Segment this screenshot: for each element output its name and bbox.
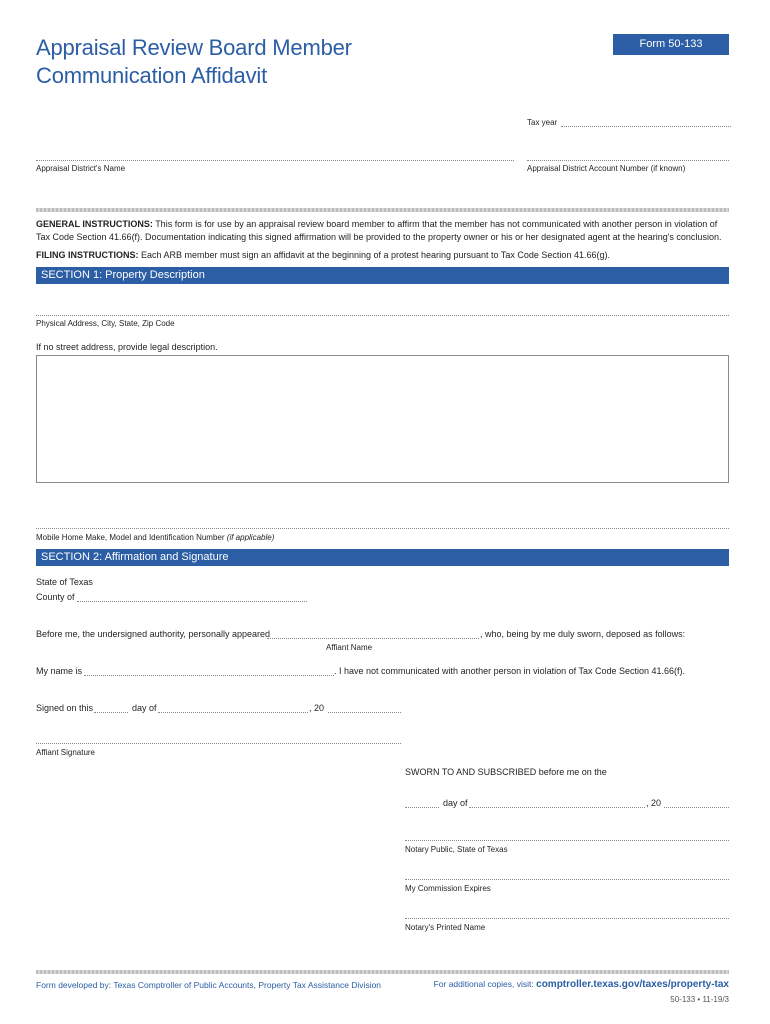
general-instructions-text: This form is for use by an appraisal review board member to affirm that the member has not communicated with another person in violation of Tax Code Section 41.66(f). Documentation indicating this signed affirmation will be provided to the property owner or his or her designated agent at the hearing's conclusion. bbox=[36, 219, 722, 242]
before-me-text: Before me, the undersigned authority, personally appeared bbox=[36, 629, 270, 639]
state-of-texas: State of Texas bbox=[36, 577, 93, 587]
footer-copies bbox=[434, 979, 729, 990]
filing-instructions-text: Each ARB member must sign an affidavit at the beginning of a protest hearing pursuant to Tax Code Section 41.66(g). bbox=[141, 250, 610, 260]
footer-developed-by: Form developed by: Texas Comptroller of Public Accounts, Property Tax Assistance Division bbox=[36, 980, 382, 990]
footer-divider bbox=[36, 970, 729, 974]
mobile-home-label-text: Mobile Home Make, Model and Identification Number bbox=[36, 533, 225, 542]
footer-revision: 50-133 • 11-19/3 bbox=[670, 995, 729, 1004]
affiant-signature-label: Affiant Signature bbox=[36, 748, 96, 757]
legal-description-label: If no street address, provide legal description. bbox=[36, 342, 218, 352]
notary-printed-name-label: Notary's Printed Name bbox=[405, 923, 486, 932]
tax-year-field[interactable] bbox=[561, 126, 731, 127]
signed-day-of-text: day of bbox=[132, 703, 157, 713]
footer-copies-prefix: For additional copies, visit: bbox=[433, 979, 534, 989]
notary-public-field[interactable] bbox=[405, 840, 729, 841]
title-line-2: Communication Affidavit bbox=[36, 63, 267, 88]
divider bbox=[36, 208, 729, 212]
notary-year-field[interactable] bbox=[664, 807, 729, 808]
form-title bbox=[36, 34, 352, 90]
signed-day-field[interactable] bbox=[94, 712, 128, 713]
my-name-field[interactable] bbox=[84, 675, 334, 676]
signed-on-this-text: Signed on this bbox=[36, 703, 94, 713]
tax-year-label: Tax year bbox=[527, 118, 558, 127]
affiant-name-field[interactable] bbox=[267, 638, 479, 639]
general-instructions-heading: GENERAL INSTRUCTIONS: bbox=[36, 219, 153, 229]
signed-year-field[interactable] bbox=[328, 712, 401, 713]
form-number-badge: Form 50-133 bbox=[613, 34, 729, 55]
account-number-label: Appraisal District Account Number (if known) bbox=[527, 164, 686, 173]
mobile-home-note: (if applicable) bbox=[226, 533, 275, 542]
notary-day-of-text: day of bbox=[443, 798, 468, 808]
district-name-field[interactable] bbox=[36, 160, 514, 161]
county-label: County of bbox=[36, 592, 75, 602]
commission-expires-label: My Commission Expires bbox=[405, 884, 491, 893]
notary-public-label: Notary Public, State of Texas bbox=[405, 845, 508, 854]
account-number-field[interactable] bbox=[527, 160, 729, 161]
notary-twenty-text: , 20 bbox=[646, 798, 662, 808]
my-name-is-text: My name is bbox=[36, 666, 83, 676]
signed-month-field[interactable] bbox=[158, 712, 308, 713]
footer-copies-link[interactable]: comptroller.texas.gov/taxes/property-tax bbox=[536, 979, 729, 990]
sworn-subscribed-text: SWORN TO AND SUBSCRIBED before me on the bbox=[405, 767, 607, 777]
county-field[interactable] bbox=[77, 601, 307, 602]
affiant-name-label: Affiant Name bbox=[326, 643, 373, 652]
not-communicated-text: . I have not communicated with another person in violation of Tax Code Section 41.66(f). bbox=[334, 666, 686, 676]
mobile-home-label bbox=[36, 533, 274, 542]
title-line-1: Appraisal Review Board Member bbox=[36, 35, 352, 60]
section-2-header: SECTION 2: Affirmation and Signature bbox=[36, 549, 729, 566]
district-name-label: Appraisal District's Name bbox=[36, 164, 126, 173]
commission-expires-field[interactable] bbox=[405, 879, 729, 880]
physical-address-label: Physical Address, City, State, Zip Code bbox=[36, 319, 175, 328]
sworn-text: , who, being by me duly sworn, deposed as follows: bbox=[480, 629, 686, 639]
affiant-signature-field[interactable] bbox=[36, 743, 401, 744]
notary-printed-name-field[interactable] bbox=[405, 918, 729, 919]
filing-instructions-heading: FILING INSTRUCTIONS: bbox=[36, 250, 139, 260]
section-1-header: SECTION 1: Property Description bbox=[36, 267, 729, 284]
mobile-home-field[interactable] bbox=[36, 528, 729, 529]
notary-day-field[interactable] bbox=[405, 807, 439, 808]
signed-twenty-text: , 20 bbox=[309, 703, 325, 713]
general-instructions bbox=[36, 218, 729, 244]
physical-address-field[interactable] bbox=[36, 315, 729, 316]
notary-month-field[interactable] bbox=[469, 807, 645, 808]
filing-instructions bbox=[36, 249, 729, 262]
legal-description-box[interactable] bbox=[36, 355, 729, 483]
